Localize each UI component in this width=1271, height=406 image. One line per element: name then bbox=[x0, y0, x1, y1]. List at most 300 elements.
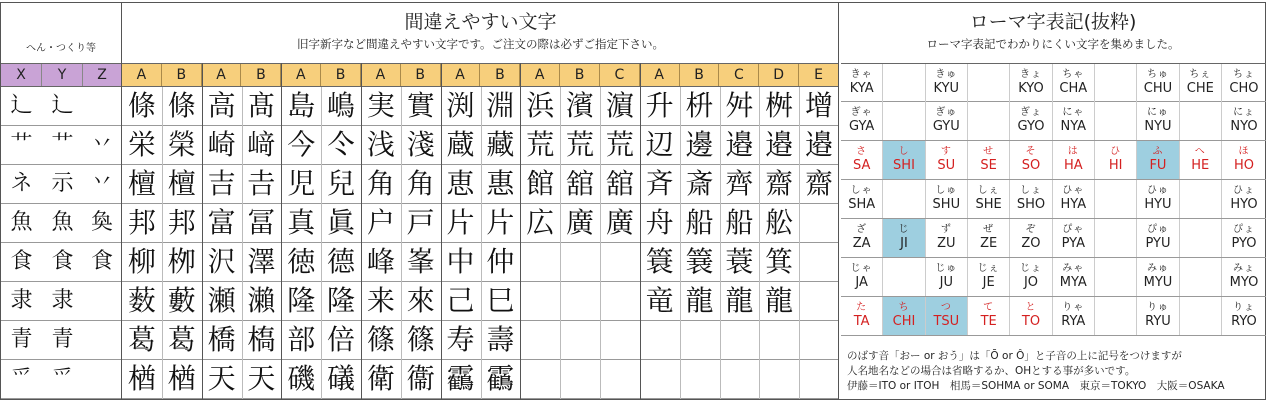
kanji-cell bbox=[640, 321, 680, 359]
romaji-roman: HE bbox=[1191, 158, 1210, 173]
radical-row bbox=[1, 204, 121, 243]
romaji-roman: TSU bbox=[933, 314, 960, 329]
kanji-cell: 己 bbox=[446, 284, 475, 317]
romaji-kana: は bbox=[1067, 146, 1079, 157]
romaji-kana bbox=[1180, 102, 1221, 107]
romaji-roman: SHE bbox=[975, 197, 1002, 212]
kanji-cell: 巳 bbox=[486, 284, 515, 317]
romaji-kana: じゅ bbox=[935, 263, 958, 274]
kanji-cell: 磯 bbox=[287, 362, 316, 395]
romaji-cell bbox=[1010, 141, 1052, 179]
romaji-kana: さ bbox=[856, 146, 868, 157]
kanji-minor-line bbox=[799, 87, 800, 399]
kanji-cell bbox=[799, 282, 839, 320]
kanji-header-cell: C bbox=[719, 64, 759, 86]
kanji-cell: 戸 bbox=[406, 206, 435, 239]
romaji-row bbox=[841, 63, 1266, 102]
romaji-cell bbox=[1222, 258, 1266, 296]
kanji-group-line bbox=[281, 63, 282, 399]
romaji-kana: ふ bbox=[1152, 146, 1164, 157]
kanji-header-cell: A bbox=[202, 64, 242, 86]
kanji-cell: 濱 bbox=[566, 89, 595, 122]
kanji-cell bbox=[799, 360, 839, 398]
kanji-cell: 箕 bbox=[765, 245, 794, 278]
kanji-header-cell: C bbox=[600, 64, 640, 86]
romaji-roman: RYO bbox=[1231, 314, 1257, 329]
romaji-cell bbox=[1222, 102, 1266, 140]
kanji-cell: 峰 bbox=[366, 245, 395, 278]
radical-cell: 辶 bbox=[51, 93, 74, 118]
kanji-header-cell: A bbox=[520, 64, 560, 86]
kanji-group-line bbox=[202, 63, 203, 399]
kanji-cell bbox=[600, 243, 640, 281]
kanji-cell: 檀 bbox=[167, 167, 196, 200]
romaji-cell bbox=[883, 180, 925, 218]
kanji-cell: 龍 bbox=[765, 284, 794, 317]
romaji-kana: みゅ bbox=[1146, 263, 1169, 274]
radical-cell bbox=[83, 87, 121, 125]
romaji-cell bbox=[883, 258, 925, 296]
romaji-kana: ぎゅ bbox=[935, 107, 958, 118]
romaji-roman: FU bbox=[1149, 158, 1167, 173]
romaji-roman: ZA bbox=[852, 236, 871, 251]
kanji-cell: 靏 bbox=[446, 362, 475, 395]
romaji-cell bbox=[883, 141, 925, 179]
kanji-cell: 藪 bbox=[167, 284, 196, 317]
romaji-kana: じょ bbox=[1019, 263, 1042, 274]
kanji-minor-line bbox=[600, 87, 601, 399]
radical-row bbox=[1, 243, 121, 282]
kanji-header-cell: A bbox=[281, 64, 321, 86]
romaji-cell bbox=[1053, 219, 1095, 257]
romaji-kana bbox=[968, 64, 1009, 69]
kanji-cell: 冨 bbox=[247, 206, 276, 239]
kanji-cell: 薮 bbox=[127, 284, 156, 317]
romaji-cell bbox=[1222, 141, 1266, 179]
romaji-cell bbox=[1010, 297, 1052, 335]
kanji-cell: 淺 bbox=[406, 128, 435, 161]
kanji-cell bbox=[719, 360, 759, 398]
kanji-minor-line bbox=[321, 87, 322, 399]
romaji-cell bbox=[968, 258, 1010, 296]
radical-cell: ネ bbox=[10, 171, 33, 196]
kanji-cell: 倍 bbox=[327, 323, 356, 356]
kanji-cell: 實 bbox=[406, 89, 435, 122]
kanji-cell: 廣 bbox=[566, 206, 595, 239]
radical-cell: 食 bbox=[51, 249, 74, 274]
romaji-cell bbox=[1180, 102, 1222, 140]
romaji-kana: ひゃ bbox=[1062, 185, 1085, 196]
romaji-roman: PYO bbox=[1231, 236, 1257, 251]
kanji-minor-line bbox=[242, 87, 243, 399]
kanji-cell: 館 bbox=[526, 167, 555, 200]
kanji-cell: 淵 bbox=[486, 89, 515, 122]
romaji-roman: KYO bbox=[1018, 81, 1044, 96]
radical-cell: 青 bbox=[10, 327, 33, 352]
kanji-cell: 瀨 bbox=[247, 284, 276, 317]
kanji-cell: 恵 bbox=[446, 167, 475, 200]
romaji-kana bbox=[1095, 102, 1136, 107]
kanji-cell: 舟 bbox=[645, 206, 674, 239]
romaji-note-line: のばす音「おー or おう」は「Ō or Ô」と子音の上に記号をつけますが bbox=[847, 350, 1182, 362]
romaji-kana bbox=[1095, 297, 1136, 302]
romaji-cell bbox=[1137, 219, 1179, 257]
kanji-cell: 隆 bbox=[287, 284, 316, 317]
kanji-cell: 嶋 bbox=[327, 89, 356, 122]
romaji-roman: SU bbox=[937, 158, 956, 173]
radical-cell: 奐 bbox=[90, 210, 113, 235]
kanji-cell: 齋 bbox=[804, 167, 833, 200]
kanji-cell: 竜 bbox=[645, 284, 674, 317]
radical-cell: 丷丷 bbox=[90, 132, 113, 195]
kanji-header-cell: B bbox=[321, 64, 361, 86]
kanji-cell: 濵 bbox=[605, 89, 634, 122]
kanji-cell: 來 bbox=[406, 284, 435, 317]
kanji-group-line bbox=[520, 63, 521, 399]
radical-row bbox=[1, 282, 121, 321]
kanji-cell: 德 bbox=[327, 245, 356, 278]
radical-cell: 辶 bbox=[10, 93, 33, 118]
kanji-cell: 衞 bbox=[406, 362, 435, 395]
kanji-cell bbox=[799, 321, 839, 359]
kanji-header-cell: B bbox=[401, 64, 441, 86]
kanji-cell: 天 bbox=[247, 362, 276, 395]
radical-cell: 隶 bbox=[51, 288, 74, 313]
kanji-cell bbox=[520, 243, 560, 281]
kanji-minor-line bbox=[481, 87, 482, 399]
romaji-cell bbox=[1222, 180, 1266, 218]
romaji-kana: じゃ bbox=[850, 263, 873, 274]
kanji-cell: 仒 bbox=[327, 128, 356, 161]
romaji-kana: じぇ bbox=[977, 263, 1000, 274]
romaji-cell bbox=[1053, 102, 1095, 140]
romaji-roman: PYU bbox=[1145, 236, 1171, 251]
romaji-cell bbox=[1137, 102, 1179, 140]
romaji-row bbox=[841, 297, 1266, 336]
chart-frame bbox=[0, 2, 1266, 400]
radical-cell: 青 bbox=[51, 327, 74, 352]
radical-row bbox=[1, 126, 121, 195]
romaji-kana: ちゃ bbox=[1062, 69, 1085, 80]
romaji-kana: ぴゅ bbox=[1146, 224, 1169, 235]
romaji-cell bbox=[968, 297, 1010, 335]
romaji-roman: SHA bbox=[848, 197, 876, 212]
romaji-kana bbox=[1180, 258, 1221, 263]
romaji-cell bbox=[926, 64, 968, 102]
kanji-cell bbox=[560, 243, 600, 281]
kanji-cell: 惠 bbox=[486, 167, 515, 200]
kanji-cell bbox=[600, 321, 640, 359]
romaji-roman: MYA bbox=[1059, 275, 1087, 290]
romaji-kana: ぞ bbox=[1025, 224, 1037, 235]
radical-cell: 爫 bbox=[51, 366, 74, 391]
kanji-header-cell: B bbox=[241, 64, 281, 86]
kanji-cell: 葛 bbox=[127, 323, 156, 356]
kanji-cell: 吉 bbox=[207, 167, 236, 200]
kanji-minor-line bbox=[720, 87, 721, 399]
romaji-roman: TA bbox=[853, 314, 870, 329]
romaji-kana: ざ bbox=[856, 224, 868, 235]
romaji-cell bbox=[841, 64, 883, 102]
romaji-kana: と bbox=[1025, 302, 1037, 313]
romaji-cell bbox=[841, 102, 883, 140]
romaji-cell bbox=[1010, 258, 1052, 296]
romaji-kana: きゃ bbox=[850, 69, 873, 80]
kanji-cell: 衛 bbox=[366, 362, 395, 395]
radical-section bbox=[1, 3, 121, 399]
kanji-cell: 簑 bbox=[645, 245, 674, 278]
romaji-kana: ほ bbox=[1238, 146, 1250, 157]
romaji-table bbox=[841, 63, 1266, 336]
romaji-roman: RYA bbox=[1061, 314, 1086, 329]
romaji-kana: ぎゃ bbox=[850, 107, 873, 118]
kanji-cell: 篠 bbox=[406, 323, 435, 356]
kanji-minor-line bbox=[162, 87, 163, 399]
kanji-cell: 兒 bbox=[327, 167, 356, 200]
kanji-cell: 楢 bbox=[167, 362, 196, 395]
kanji-cell: 邦 bbox=[127, 206, 156, 239]
romaji-cell bbox=[1095, 180, 1137, 218]
kanji-cell: 徳 bbox=[287, 245, 316, 278]
kanji-cell: 柳 bbox=[127, 245, 156, 278]
romaji-cell bbox=[926, 180, 968, 218]
kanji-subtitle: 旧字新字など間違えやすい文字です。ご注文の際は必ずご指定下さい。 bbox=[296, 37, 665, 51]
kanji-header-row bbox=[122, 63, 839, 87]
romaji-cell bbox=[1137, 297, 1179, 335]
kanji-title: 間違えやすい文字 bbox=[404, 11, 557, 33]
kanji-cell: 舘 bbox=[605, 167, 634, 200]
romaji-cell bbox=[883, 64, 925, 102]
radical-cell: 魚 bbox=[51, 210, 74, 235]
romaji-cell bbox=[841, 297, 883, 335]
romaji-roman: PYA bbox=[1061, 236, 1085, 251]
kanji-cell: 髙 bbox=[247, 89, 276, 122]
kanji-cell bbox=[759, 360, 799, 398]
romaji-cell bbox=[883, 297, 925, 335]
kanji-cell: 実 bbox=[366, 89, 395, 122]
romaji-kana: つ bbox=[940, 302, 952, 313]
romaji-roman: RYU bbox=[1145, 314, 1171, 329]
romaji-cell bbox=[1095, 219, 1137, 257]
romaji-kana: しょ bbox=[1019, 185, 1042, 196]
kanji-cell: 瀬 bbox=[207, 284, 236, 317]
kanji-cell: 隆 bbox=[327, 284, 356, 317]
kanji-cell: 齋 bbox=[765, 167, 794, 200]
romaji-cell bbox=[841, 141, 883, 179]
kanji-group-line bbox=[441, 63, 442, 399]
kanji-cell: 沢 bbox=[207, 245, 236, 278]
kanji-header-cell: B bbox=[480, 64, 520, 86]
kanji-cell bbox=[680, 321, 720, 359]
kanji-cell: 辺 bbox=[645, 128, 674, 161]
romaji-cell bbox=[1095, 64, 1137, 102]
kanji-cell: 仲 bbox=[486, 245, 515, 278]
kanji-cell: 角 bbox=[366, 167, 395, 200]
kanji-header-cell: A bbox=[441, 64, 481, 86]
kanji-cell: 峯 bbox=[406, 245, 435, 278]
kanji-cell: 邊 bbox=[685, 128, 714, 161]
kanji-cell: 廣 bbox=[605, 206, 634, 239]
kanji-cell bbox=[560, 321, 600, 359]
kanji-header-cell: B bbox=[680, 64, 720, 86]
radical-rows bbox=[1, 87, 121, 399]
romaji-cell bbox=[1180, 219, 1222, 257]
kanji-cell bbox=[799, 204, 839, 242]
kanji-cell: 蓑 bbox=[725, 245, 754, 278]
kanji-cell: 片 bbox=[486, 206, 515, 239]
kanji-cell: 礒 bbox=[327, 362, 356, 395]
romaji-roman: HA bbox=[1063, 158, 1083, 173]
kanji-minor-line bbox=[560, 87, 561, 399]
romaji-kana bbox=[883, 102, 924, 107]
romaji-note bbox=[847, 349, 1267, 394]
romaji-kana: て bbox=[983, 302, 995, 313]
romaji-roman: KYU bbox=[933, 81, 960, 96]
kanji-cell: 檀 bbox=[127, 167, 156, 200]
romaji-roman: GYO bbox=[1017, 119, 1045, 134]
romaji-kana: りゅ bbox=[1146, 302, 1169, 313]
kanji-cell: 荒 bbox=[526, 128, 555, 161]
romaji-cell bbox=[968, 219, 1010, 257]
kanji-cell: 今 bbox=[287, 128, 316, 161]
romaji-kana bbox=[968, 102, 1009, 107]
romaji-row bbox=[841, 102, 1266, 141]
kanji-cell: 富 bbox=[207, 206, 236, 239]
radical-cell: 食 bbox=[90, 249, 113, 274]
kanji-cell: 户 bbox=[366, 206, 395, 239]
romaji-kana bbox=[883, 180, 924, 185]
romaji-cell bbox=[1137, 64, 1179, 102]
kanji-cell: 渕 bbox=[446, 89, 475, 122]
romaji-cell bbox=[1010, 219, 1052, 257]
romaji-kana: きゅ bbox=[935, 69, 958, 80]
kanji-cell: 齊 bbox=[725, 167, 754, 200]
romaji-roman: JI bbox=[900, 236, 908, 251]
romaji-cell bbox=[926, 219, 968, 257]
kanji-cell: 船 bbox=[685, 206, 714, 239]
kanji-cell: 簔 bbox=[685, 245, 714, 278]
romaji-kana: にゃ bbox=[1062, 107, 1085, 118]
kanji-cell: 增 bbox=[804, 89, 833, 122]
romaji-roman: MYU bbox=[1143, 275, 1173, 290]
radical-cell: 示 bbox=[51, 171, 74, 196]
kanji-cell: 桝 bbox=[765, 89, 794, 122]
kanji-cell: 島 bbox=[287, 89, 316, 122]
romaji-kana: みゃ bbox=[1062, 263, 1085, 274]
romaji-roman: NYA bbox=[1060, 119, 1087, 134]
romaji-row bbox=[841, 180, 1266, 219]
kanji-cell: 邉 bbox=[765, 128, 794, 161]
kanji-cell: 壽 bbox=[486, 323, 515, 356]
radical-cell bbox=[83, 321, 121, 359]
romaji-cell bbox=[883, 219, 925, 257]
romaji-cell bbox=[883, 102, 925, 140]
romaji-cell bbox=[1053, 64, 1095, 102]
romaji-roman: SHU bbox=[932, 197, 961, 212]
romaji-cell bbox=[1095, 297, 1137, 335]
kanji-header-cell: A bbox=[122, 64, 162, 86]
kanji-minor-line bbox=[401, 87, 402, 399]
romaji-cell bbox=[1180, 180, 1222, 218]
romaji-cell bbox=[1010, 180, 1052, 218]
romaji-roman: CHA bbox=[1059, 81, 1088, 96]
romaji-kana: ぴゃ bbox=[1062, 224, 1085, 235]
romaji-cell bbox=[1180, 297, 1222, 335]
romaji-kana: し bbox=[898, 146, 910, 157]
kanji-cell: 児 bbox=[287, 167, 316, 200]
romaji-kana: た bbox=[856, 302, 868, 313]
romaji-kana: にょ bbox=[1233, 107, 1255, 118]
romaji-roman: SE bbox=[980, 158, 997, 173]
radical-cell: 艹 bbox=[51, 132, 74, 157]
kanji-cell: 橋 bbox=[207, 323, 236, 356]
kanji-cell: 栄 bbox=[127, 128, 156, 161]
kanji-cell bbox=[520, 282, 560, 320]
romaji-kana: へ bbox=[1194, 146, 1206, 157]
romaji-cell bbox=[968, 102, 1010, 140]
radical-cell bbox=[83, 360, 121, 398]
romaji-roman: GYA bbox=[849, 119, 875, 134]
romaji-kana: ちゅ bbox=[1146, 69, 1169, 80]
romaji-kana: ぴょ bbox=[1232, 224, 1255, 235]
radical-subtitle: へん・つくり等 bbox=[26, 43, 96, 54]
kanji-cell: 眞 bbox=[327, 206, 356, 239]
kanji-cell: 崎 bbox=[207, 128, 236, 161]
romaji-roman: SA bbox=[852, 158, 871, 173]
kanji-header-cell: A bbox=[640, 64, 680, 86]
kanji-cell: 邉 bbox=[725, 128, 754, 161]
romaji-kana: みょ bbox=[1232, 263, 1255, 274]
kanji-cell: 天 bbox=[207, 362, 236, 395]
romaji-cell bbox=[926, 297, 968, 335]
kanji-cell: 舘 bbox=[566, 167, 595, 200]
kanji-cell: 楢 bbox=[127, 362, 156, 395]
romaji-roman: JE bbox=[982, 275, 995, 290]
romaji-roman: NYU bbox=[1144, 119, 1172, 134]
kanji-cell: 邦 bbox=[167, 206, 196, 239]
romaji-cell bbox=[1137, 180, 1179, 218]
kanji-minor-line bbox=[680, 87, 681, 399]
romaji-kana: ぜ bbox=[983, 224, 995, 235]
romaji-cell bbox=[841, 258, 883, 296]
kanji-cell: 斎 bbox=[685, 167, 714, 200]
romaji-cell bbox=[1137, 258, 1179, 296]
romaji-roman: CHO bbox=[1229, 81, 1259, 96]
romaji-roman: CHE bbox=[1186, 81, 1214, 96]
kanji-cell bbox=[600, 360, 640, 398]
kanji-cell: 﨑 bbox=[247, 128, 276, 161]
romaji-cell bbox=[841, 180, 883, 218]
kanji-cell: 浅 bbox=[366, 128, 395, 161]
kanji-cell: 斉 bbox=[645, 167, 674, 200]
romaji-roman: TE bbox=[980, 314, 997, 329]
kanji-header-cell: E bbox=[799, 64, 839, 86]
romaji-roman: HO bbox=[1233, 158, 1254, 173]
kanji-header-cell: A bbox=[361, 64, 401, 86]
radical-cell: 食 bbox=[10, 249, 33, 274]
romaji-row bbox=[841, 258, 1266, 297]
romaji-row bbox=[841, 219, 1266, 258]
radical-row bbox=[1, 165, 121, 204]
romaji-kana: りゃ bbox=[1062, 302, 1085, 313]
romaji-roman: ZO bbox=[1021, 236, 1041, 251]
romaji-roman: CHI bbox=[892, 314, 916, 329]
romaji-roman: JA bbox=[855, 275, 868, 290]
romaji-roman: HYA bbox=[1060, 197, 1087, 212]
romaji-roman: HYU bbox=[1144, 197, 1172, 212]
romaji-kana bbox=[1180, 297, 1221, 302]
kanji-header-cell: B bbox=[560, 64, 600, 86]
